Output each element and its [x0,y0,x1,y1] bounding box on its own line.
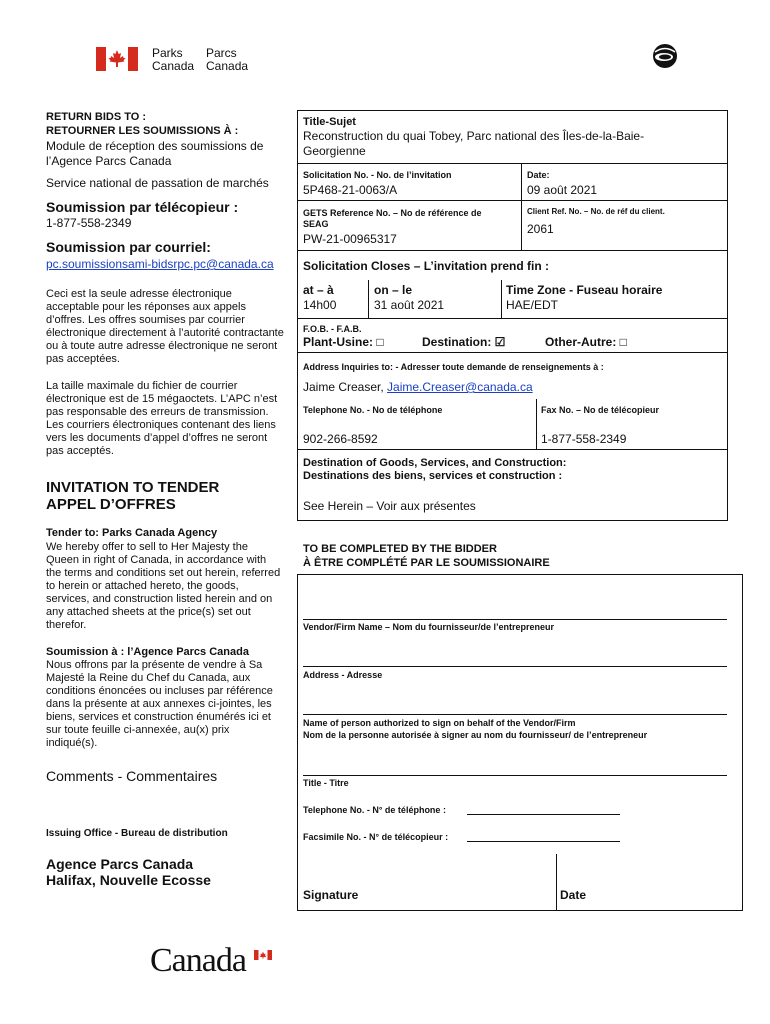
agency-location: Halifax, Nouvelle Ecosse [46,872,211,888]
gets-label-line-1: GETS Reference No. – No de référence de [303,208,482,218]
invitation-heading-fr: APPEL D’OFFRES [46,496,176,513]
tender-body-line: therefor. [46,619,87,631]
tender-body-line: any attached sheets at the price(s) set out [46,606,251,618]
bidder-heading-fr: À ÊTRE COMPLÉTÉ PAR LE SOUMISSIONAIRE [303,557,550,569]
on-value: 31 août 2021 [374,298,445,312]
fax-label: Fax No. – No de télécopieur [541,405,660,415]
return-bids-heading-en: RETURN BIDS TO : [46,111,147,123]
tender-body-line: We hereby offer to sell to Her Majesty the [46,541,248,553]
phone-label: Telephone No. - No de téléphone [303,405,443,415]
email-submission-heading: Soumission par courriel: [46,239,211,255]
invitation-heading-en: INVITATION TO TENDER [46,479,220,496]
date-label: Date: [527,170,550,180]
soumission-heading: Soumission à : l’Agence Parcs Canada [46,646,249,658]
agency-name: Agence Parcs Canada [46,856,194,872]
canada-wordmark [150,942,280,982]
contact-name: Jaime Creaser, [303,380,388,394]
destination-goods-line-1: Destination of Goods, Services, and Construction: [303,457,567,469]
soumission-body-line: indiqué(s). [46,737,98,749]
client-ref-label: Client Ref. No. – No. de réf du client. [527,207,665,216]
return-bids-heading-fr: RETOURNER LES SOUMISSIONS À : [46,125,239,137]
fax-submission-number: 1-877-558-2349 [46,216,132,230]
canada-wordmark-text: Canada [150,942,246,979]
size-note-line: pas acceptés. [46,445,114,457]
size-note [46,380,277,458]
service-national: Service national de passation de marchés [46,176,269,190]
closes-heading: Solicitation Closes – L’invitation prend fin : [303,259,550,273]
tender-body-line: to herein or attached hereto, the goods, [46,580,239,592]
tender-body-line: services, and construction listed herein and on [46,593,273,605]
address-line[interactable] [303,666,727,667]
facsimile-field-label: Facsimile No. - N° de télécopieur : [303,832,449,842]
address-label: Address - Adresse [303,670,383,680]
beaver-emblem-icon [650,42,680,70]
issuing-office-label: Issuing Office - Bureau de distribution [46,828,228,839]
title-value-line-1: Reconstruction du quai Tobey, Parc national des Îles-de-la-Baie- [303,129,645,143]
soumission-body-line: Majesté la Reine du Chef du Canada, aux [46,672,251,684]
soumission-body-line: Nous offrons par la présente de vendre à Sa [46,659,263,671]
gets-value: PW-21-00965317 [303,232,397,246]
solicitation-no-label: Solicitation No. - No. de l’invitation [303,170,452,180]
canada-en-label: Canada [152,59,195,73]
soumission-body [46,659,273,750]
solicitation-no-value: 5P468-21-0063/A [303,183,398,197]
module-line-2: l’Agence Parcs Canada [46,154,172,168]
authorized-name-line[interactable] [303,714,727,715]
address-inquiries-label: Address Inquiries to: - Adresser toute demande de renseignements à : [303,362,604,372]
see-herein: See Herein – Voir aux présentes [303,499,476,513]
module-line-1: Module de réception des soumissions de [46,139,264,153]
canada-fr-label: Canada [206,59,249,73]
destination-option[interactable]: Destination: ☑ [422,335,506,349]
phone-value: 902-266-8592 [303,432,378,446]
parcs-label: Parcs [206,46,237,60]
timezone-value: HAE/EDT [506,298,559,312]
size-note-line: vers les documents d’appel d’offres ne seront [46,432,268,444]
title-titre-label: Title - Titre [303,778,349,788]
tender-body-line: the terms and conditions set out herein, referred [46,567,281,579]
on-label: on – le [374,283,413,297]
facsimile-field-line[interactable] [467,841,620,842]
size-note-line: pas responsable des erreurs de transmission. [46,406,269,418]
title-label: Title-Sujet [303,116,356,128]
email-note-line: Ceci est la seule adresse électronique [46,288,232,300]
telephone-field-line[interactable] [467,814,620,815]
plant-usine-option[interactable]: Plant-Usine: □ [303,335,384,349]
gets-label-line-2: SEAG [303,219,329,229]
soumission-body-line: dans la présente at aux annexes ci-jointes, les [46,698,272,710]
soumission-body-line: conditions énoncées ou incluses par référence [46,685,273,697]
email-note [46,288,284,366]
tender-body-line: Queen in right of Canada, in accordance with [46,554,267,566]
contact-email-link[interactable]: Jaime.Creaser@canada.ca [387,380,533,394]
email-note-line: électronique directement à l’autorité contractante [46,327,284,339]
size-note-line: électronique est de 15 mégaoctets. L’APC n’est [46,393,278,405]
tender-to-heading: Tender to: Parks Canada Agency [46,527,218,539]
soumission-body-line: biens, services et construction énumérés ici et [46,711,271,723]
fob-label: F.O.B. - F.A.B. [303,324,362,334]
title-value-line-2: Georgienne [303,144,366,158]
size-note-line: Les courriers électroniques contenant des liens [46,419,276,431]
vendor-name-label: Vendor/Firm Name – Nom du fournisseur/de l’entrepreneur [303,622,555,632]
fax-submission-heading: Soumission par télécopieur : [46,199,239,215]
date-value: 09 août 2021 [527,183,598,197]
at-label: at – à [303,283,334,297]
email-note-line: d’offres. Les offres soumises par courrier [46,314,245,326]
email-note-line: acceptable pour les réponses aux appels [46,301,246,313]
destination-goods-line-2: Destinations des biens, services et construction : [303,470,563,482]
email-note-line: pas acceptées. [46,353,120,365]
tender-body [46,541,280,632]
other-autre-option[interactable]: Other-Autre: □ [545,335,627,349]
authorized-label-line-1: Name of person authorized to sign on behalf of the Vendor/Firm [303,718,576,728]
parks-label: Parks [152,46,183,60]
signature-label: Signature [303,888,359,902]
comments-label: Comments - Commentaires [46,768,218,784]
title-titre-line[interactable] [303,775,727,776]
at-value: 14h00 [303,298,337,312]
size-note-line: La taille maximale du fichier de courrier [46,380,238,392]
timezone-label: Time Zone - Fuseau horaire [506,283,663,297]
telephone-field-label: Telephone No. - N° de téléphone : [303,805,446,815]
vendor-name-line[interactable] [303,619,727,620]
email-submission-link[interactable]: pc.soumissionsami-bidsrpc.pc@canada.ca [46,257,274,271]
wordmark-flag-icon [254,950,272,960]
fax-value: 1-877-558-2349 [541,432,627,446]
email-note-line: ou à toute autre adresse électronique ne seront [46,340,278,352]
soumission-body-line: sur toute feuille ci-annexée, au(x) prix [46,724,230,736]
signature-date-divider [556,854,557,910]
date-signature-label: Date [560,888,587,902]
canada-flag-icon [96,47,138,71]
authorized-label-line-2: Nom de la personne autorisée à signer au nom du fournisseur/ de l’entrepreneur [303,730,648,740]
client-ref-value: 2061 [527,222,554,236]
bidder-heading-en: TO BE COMPLETED BY THE BIDDER [303,543,497,555]
